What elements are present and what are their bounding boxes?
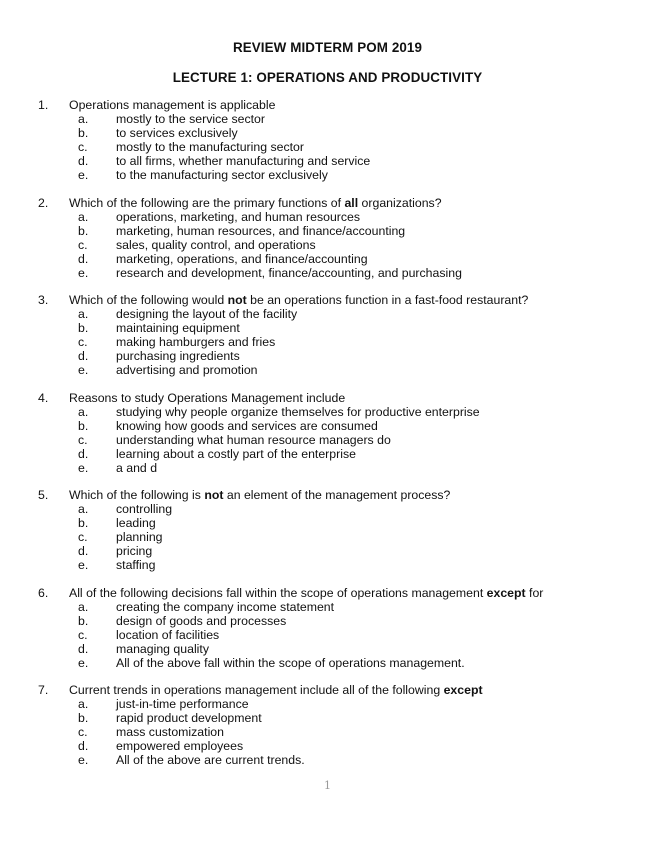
option-text: leading [116, 516, 156, 530]
option-letter: d. [78, 641, 89, 656]
option-letter: b. [78, 613, 89, 628]
option-text: purchasing ingredients [116, 349, 240, 363]
answer-option [0, 502, 655, 516]
question-text-segment: for [525, 585, 544, 600]
option-letter: b. [78, 711, 89, 725]
option-text: designing the layout of the facility [116, 307, 298, 321]
question-emphasis: not [204, 488, 224, 502]
option-letter: a. [78, 209, 89, 224]
question-number: 7. [38, 683, 49, 697]
question-number: 4. [38, 390, 49, 405]
option-text: design of goods and processes [116, 613, 287, 628]
option-letter: a. [78, 502, 89, 516]
question-text-segment: Which of the following is [69, 488, 205, 502]
option-letter: a. [78, 599, 89, 614]
question-number: 6. [38, 585, 49, 600]
option-text: knowing how goods and services are consumed [116, 418, 378, 433]
question-text [69, 196, 442, 210]
option-letter: e. [78, 655, 89, 670]
question-text [69, 488, 450, 502]
answer-option [0, 224, 655, 238]
option-text: controlling [116, 502, 173, 516]
option-text: maintaining equipment [116, 321, 240, 335]
answer-option [0, 433, 655, 447]
answer-option [0, 656, 655, 670]
answer-option [0, 126, 655, 140]
option-text: staffing [116, 558, 156, 572]
question-text [69, 98, 275, 112]
question-line [0, 488, 655, 502]
option-letter: e. [78, 363, 89, 377]
question-text-segment: an element of the management process? [223, 488, 451, 502]
option-letter: d. [78, 251, 89, 266]
answer-option [0, 335, 655, 349]
question-list [0, 98, 655, 781]
answer-option [0, 363, 655, 377]
question-text [69, 586, 543, 600]
question-item [0, 98, 655, 182]
option-text: making hamburgers and fries [116, 335, 276, 349]
answer-option [0, 266, 655, 280]
answer-option [0, 642, 655, 656]
option-letter: b. [78, 418, 89, 433]
question-item [0, 683, 655, 767]
answer-option [0, 558, 655, 572]
question-number: 3. [38, 293, 49, 307]
answer-option [0, 168, 655, 182]
option-text: sales, quality control, and operations [116, 237, 316, 252]
option-letter: c. [78, 237, 88, 252]
option-letter: a. [78, 307, 89, 321]
question-text-segment: be an operations function in a fast-food restaurant? [246, 293, 529, 307]
answer-option [0, 321, 655, 335]
option-letter: d. [78, 349, 89, 363]
option-letter: d. [78, 544, 89, 558]
question-number: 5. [38, 488, 49, 502]
question-emphasis: all [344, 195, 359, 210]
option-letter: a. [78, 112, 89, 126]
question-text-segment: Reasons to study Operations Management include [69, 390, 346, 405]
option-text: marketing, operations, and finance/accounting [116, 251, 368, 266]
answer-option [0, 530, 655, 544]
question-text [69, 683, 483, 697]
question-text-segment: Current trends in operations management include all of the following [69, 683, 444, 697]
question-line [0, 586, 655, 600]
option-text: a and d [116, 460, 158, 475]
option-text: planning [116, 530, 163, 544]
option-letter: c. [78, 725, 88, 739]
option-letter: e. [78, 265, 89, 280]
question-line [0, 98, 655, 112]
answer-option [0, 461, 655, 475]
option-text: empowered employees [116, 739, 244, 753]
answer-option [0, 405, 655, 419]
answer-option [0, 210, 655, 224]
option-text: rapid product development [116, 711, 262, 725]
question-number: 2. [38, 195, 49, 210]
question-text-segment: All of the following decisions fall within the scope of operations management [69, 585, 487, 600]
option-letter: c. [78, 335, 88, 349]
option-text: advertising and promotion [116, 363, 258, 377]
answer-option [0, 600, 655, 614]
option-letter: c. [78, 140, 88, 154]
question-text-segment: organizations? [358, 195, 442, 210]
option-text: mass customization [116, 725, 224, 739]
answer-option [0, 725, 655, 739]
option-text: location of facilities [116, 627, 220, 642]
option-letter: b. [78, 126, 89, 140]
answer-option [0, 140, 655, 154]
option-letter: b. [78, 516, 89, 530]
option-letter: e. [78, 460, 89, 475]
answer-option [0, 154, 655, 168]
question-text-segment: Which of the following are the primary functions of [69, 195, 345, 210]
option-text: research and development, finance/accounting, and purchasing [116, 265, 462, 280]
answer-option [0, 753, 655, 767]
question-emphasis: not [227, 293, 247, 307]
answer-option [0, 697, 655, 711]
question-item [0, 488, 655, 572]
question-line [0, 683, 655, 697]
question-item [0, 196, 655, 280]
page-number: 1 [324, 779, 331, 792]
option-letter: c. [78, 432, 88, 447]
option-text: to all firms, whether manufacturing and service [116, 154, 371, 168]
question-item [0, 293, 655, 377]
option-text: understanding what human resource managers do [116, 432, 391, 447]
question-text [69, 391, 345, 405]
option-text: All of the above fall within the scope of operations management. [116, 655, 465, 670]
option-letter: b. [78, 223, 89, 238]
option-text: mostly to the service sector [116, 112, 265, 126]
option-text: to the manufacturing sector exclusively [116, 168, 328, 182]
option-letter: b. [78, 321, 89, 335]
option-letter: e. [78, 753, 89, 767]
option-text: pricing [116, 544, 153, 558]
question-line [0, 293, 655, 307]
option-text: learning about a costly part of the enterprise [116, 446, 356, 461]
answer-option [0, 112, 655, 126]
question-text-segment: Which of the following would [69, 293, 228, 307]
question-number: 1. [38, 98, 49, 112]
question-text [69, 293, 528, 307]
option-letter: a. [78, 697, 89, 711]
option-letter: e. [78, 168, 89, 182]
option-letter: d. [78, 154, 89, 168]
answer-option [0, 739, 655, 753]
lecture-heading: LECTURE 1: OPERATIONS AND PRODUCTIVITY [172, 70, 483, 85]
option-letter: c. [78, 627, 88, 642]
option-text: studying why people organize themselves for productive enterprise [116, 404, 480, 419]
question-item [0, 391, 655, 475]
answer-option [0, 238, 655, 252]
answer-option [0, 349, 655, 363]
question-emphasis: except [486, 585, 526, 600]
option-text: marketing, human resources, and finance/accounting [116, 223, 406, 238]
option-text: mostly to the manufacturing sector [116, 140, 304, 154]
option-letter: d. [78, 446, 89, 461]
option-letter: d. [78, 739, 89, 753]
question-line [0, 196, 655, 210]
option-text: All of the above are current trends. [116, 753, 305, 767]
option-text: managing quality [116, 641, 209, 656]
answer-option [0, 614, 655, 628]
option-text: creating the company income statement [116, 599, 335, 614]
option-letter: e. [78, 558, 89, 572]
document-title: REVIEW MIDTERM POM 2019 [232, 40, 423, 55]
answer-option [0, 544, 655, 558]
option-letter: a. [78, 404, 89, 419]
option-text: just-in-time performance [116, 697, 249, 711]
answer-option [0, 419, 655, 433]
option-text: to services exclusively [116, 126, 238, 140]
answer-option [0, 628, 655, 642]
answer-option [0, 447, 655, 461]
question-item [0, 586, 655, 670]
answer-option [0, 516, 655, 530]
question-line [0, 391, 655, 405]
answer-option [0, 307, 655, 321]
question-emphasis: except [443, 683, 483, 697]
answer-option [0, 711, 655, 725]
option-text: operations, marketing, and human resources [116, 209, 361, 224]
question-text-segment: Operations management is applicable [69, 98, 276, 112]
option-letter: c. [78, 530, 88, 544]
answer-option [0, 252, 655, 266]
